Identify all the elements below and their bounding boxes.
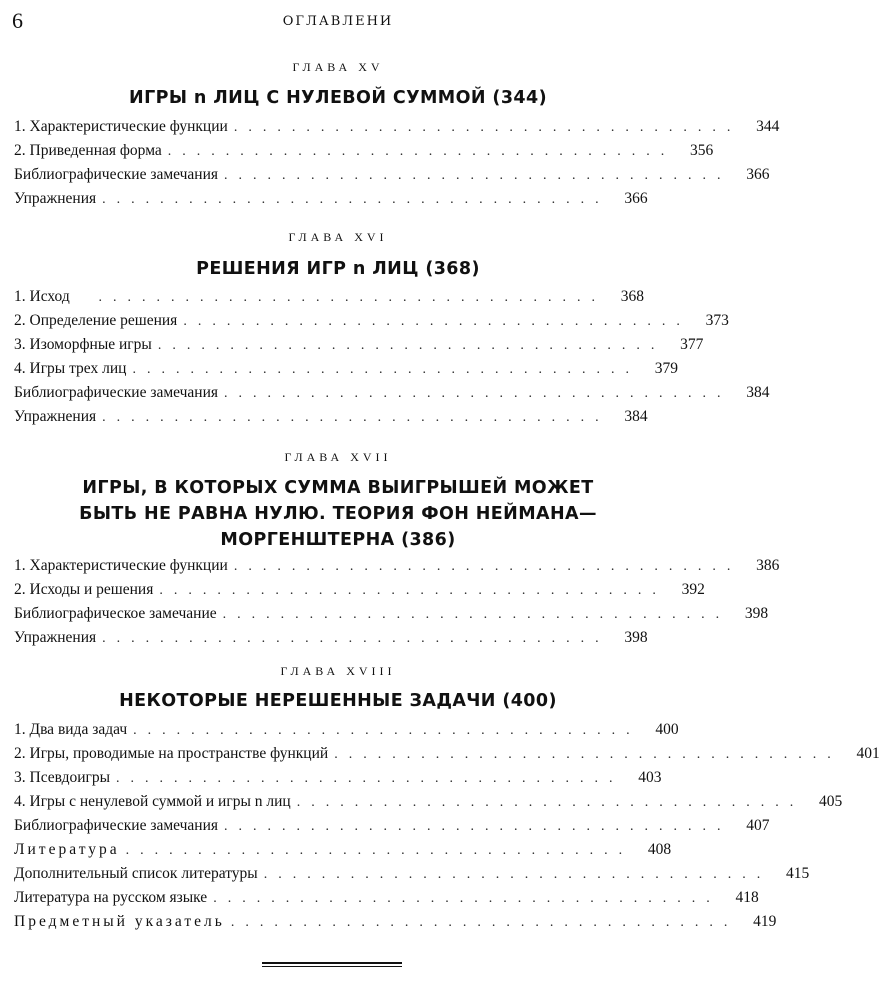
toc-entry[interactable] [14, 841, 672, 865]
toc-entry-title: 2. Исходы и решения [14, 581, 154, 598]
toc-entry-page: 403 [638, 769, 662, 786]
toc-entry-page: 418 [735, 889, 759, 906]
toc-entry-page: 373 [705, 312, 729, 329]
toc-entry[interactable] [14, 817, 770, 841]
chapter-label: ГЛАВА XVI [288, 230, 388, 244]
toc-entry-page: 398 [744, 605, 769, 622]
toc-entry-title: 2. Игры, проводимые на пространстве функций [14, 745, 329, 762]
leader-dots: ................................... [102, 410, 610, 425]
toc-entry-title: Библиографические замечания [14, 384, 219, 401]
chapter-title: РЕШЕНИЯ ИГР n ЛИЦ (368) [196, 259, 480, 279]
chapter-title: НЕКОТОРЫЕ НЕРЕШЕННЫЕ ЗАДАЧИ (400) [119, 691, 557, 711]
leader-dots: ................................... [157, 338, 666, 353]
toc-section-ch18 [14, 721, 880, 945]
toc-entry-title: Предметный указатель [14, 913, 225, 930]
toc-entry-title: Библиографическое замечание [14, 605, 217, 622]
toc-entry-page: 386 [756, 557, 780, 574]
toc-entry-page: 356 [690, 142, 714, 159]
toc-entry-page: 366 [746, 166, 770, 183]
toc-entry-title: 3. Псевдоигры [14, 769, 111, 786]
toc-entry[interactable] [14, 889, 759, 913]
toc-entry-title: Библиографические замечания [14, 817, 219, 834]
toc-entry-page: 379 [654, 360, 678, 377]
toc-entry-title: Упражнения [14, 629, 97, 646]
toc-entry-title: 1. Исход [14, 288, 70, 305]
toc-entry[interactable] [14, 166, 770, 190]
toc-entry[interactable] [14, 581, 705, 605]
chapter-title-line: МОРГЕНШТЕРНА (386) [220, 530, 456, 550]
toc-entry-title: Библиографические замечания [14, 166, 219, 183]
toc-entry-page: 392 [681, 581, 705, 598]
toc-entry-title: Упражнения [14, 190, 97, 207]
toc-entry-page: 408 [647, 841, 672, 858]
leader-dots: ................................... [224, 819, 732, 834]
toc-entry-title: 4. Игры с ненулевой суммой и игры n лиц [14, 793, 291, 810]
leader-dots: ................................... [263, 867, 772, 882]
toc-entry[interactable] [14, 769, 662, 793]
leader-dots: ................................... [233, 120, 742, 135]
leader-dots: ................................... [102, 631, 610, 646]
leader-dots: ................................... [102, 192, 610, 207]
toc-entry[interactable] [14, 190, 648, 214]
toc-entry-title: 1. Два вида задач [14, 721, 128, 738]
toc-entry[interactable] [14, 118, 780, 142]
toc-entry[interactable] [14, 913, 777, 945]
toc-entry[interactable] [14, 605, 769, 629]
toc-entry[interactable] [14, 142, 714, 166]
toc-entry-page: 384 [746, 384, 770, 401]
leader-dots: ................................... [296, 795, 805, 810]
toc-entry-title: Упражнения [14, 408, 97, 425]
leader-dots: ................................... [98, 290, 606, 305]
toc-entry[interactable] [14, 312, 729, 336]
toc-entry-page: 401 [856, 745, 880, 762]
toc-entry-title: Литература на русском языке [14, 889, 208, 906]
toc-section-ch16 [14, 288, 770, 432]
toc-entry-page: 405 [818, 793, 843, 810]
leader-dots: ................................... [116, 771, 624, 786]
toc-entry-title: Литература [14, 841, 120, 858]
leader-dots: ................................... [222, 607, 731, 622]
leader-dots: ................................... [213, 891, 721, 906]
toc-entry[interactable] [14, 745, 880, 769]
toc-entry[interactable] [14, 336, 704, 360]
toc-entry-title: 2. Определение решения [14, 312, 178, 329]
toc-entry[interactable] [14, 288, 644, 312]
toc-entry[interactable] [14, 629, 648, 653]
toc-entry[interactable] [14, 408, 648, 432]
toc-entry-title: 2. Приведенная форма [14, 142, 162, 159]
toc-entry-page: 407 [746, 817, 770, 834]
toc-entry[interactable] [14, 360, 678, 384]
chapter-title: ИГРЫ n ЛИЦ С НУЛЕВОЙ СУММОЙ (344) [129, 88, 547, 108]
leader-dots: ................................... [133, 723, 641, 738]
chapter-label: ГЛАВА XVII [284, 450, 392, 464]
leader-dots: ................................... [233, 559, 742, 574]
page-number: 6 [12, 8, 23, 33]
toc-entry[interactable] [14, 557, 780, 581]
leader-dots: ................................... [132, 362, 640, 377]
toc-entry-page: 415 [785, 865, 810, 882]
toc-entry-page: 344 [756, 118, 780, 135]
toc-entry-page: 368 [620, 288, 644, 305]
chapter-label: ГЛАВА XV [292, 60, 384, 74]
leader-dots: ................................... [183, 314, 691, 329]
leader-dots: ................................... [167, 144, 676, 159]
leader-dots: ................................... [125, 843, 634, 858]
toc-entry-title: 3. Изоморфные игры [14, 336, 152, 353]
toc-entry-page: 377 [680, 336, 704, 353]
toc-entry[interactable] [14, 865, 810, 889]
chapter-label: ГЛАВА XVIII [280, 664, 396, 678]
toc-entry-page: 384 [624, 408, 648, 425]
page-header [0, 6, 676, 36]
leader-dots: ................................... [230, 915, 739, 930]
toc-entry-page: 366 [624, 190, 648, 207]
end-rule [262, 962, 402, 967]
toc-entry-page: 398 [624, 629, 648, 646]
toc-section-ch17 [14, 557, 780, 653]
toc-entry-page: 400 [655, 721, 679, 738]
toc-entry-title: 1. Характеристические функции [14, 557, 228, 574]
toc-section-ch15 [14, 118, 780, 214]
toc-entry[interactable] [14, 384, 770, 408]
chapter-title-line: ИГРЫ, В КОТОРЫХ СУММА ВЫИГРЫШЕЙ МОЖЕТ [82, 478, 594, 498]
toc-entry[interactable] [14, 793, 843, 817]
toc-entry-title: 1. Характеристические функции [14, 118, 228, 135]
leader-dots: ................................... [224, 386, 732, 401]
toc-entry[interactable] [14, 721, 679, 745]
running-title: ОГЛАВЛЕНИ [282, 14, 394, 29]
leader-dots: ................................... [159, 583, 667, 598]
toc-entry-title: 4. Игры трех лиц [14, 360, 127, 377]
leader-dots: ................................... [224, 168, 732, 183]
leader-dots: ................................... [334, 747, 842, 762]
toc-entry-title: Дополнительный список литературы [14, 865, 258, 882]
chapter-title-line: БЫТЬ НЕ РАВНА НУЛЮ. ТЕОРИЯ ФОН НЕЙМАНА— [79, 504, 597, 524]
toc-entry-page: 419 [753, 913, 777, 930]
